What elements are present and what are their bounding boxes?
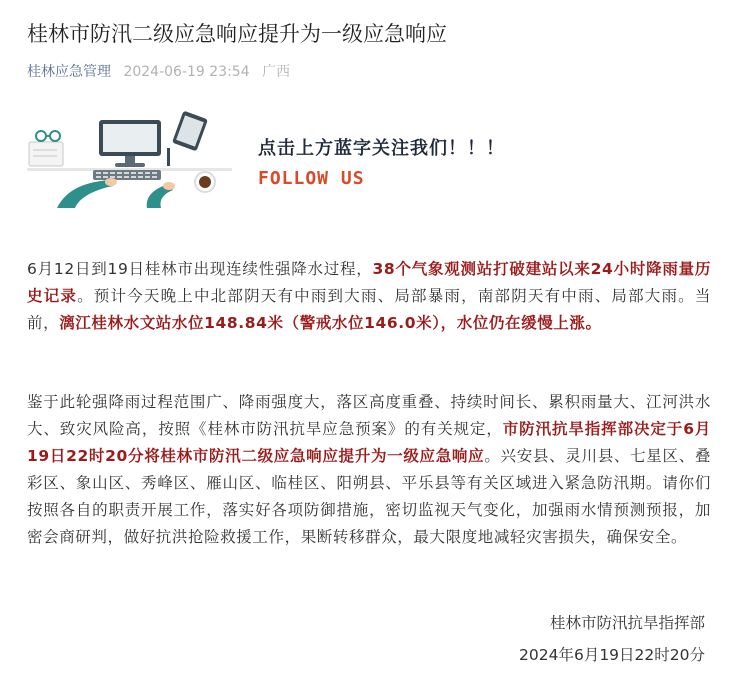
highlight-response-upgrade: 市防汛抗旱指挥部决定于6月19日22时20分将桂林市防汛二级应急响应提升为一级应急响应: [27, 420, 711, 465]
follow-prompt: 点击上方蓝字关注我们！！！: [258, 138, 505, 159]
publish-region: 广西: [262, 64, 291, 80]
paragraph-text: 。预计今天晚上中北部阴天有中雨到大雨、局部暴雨，南部阴天有中雨、局部大雨。当前，: [27, 287, 711, 332]
article-meta: [27, 62, 290, 82]
paragraph-text: 6月12日到19日桂林市出现连续性强降水过程，: [27, 260, 373, 278]
paragraph-text: 。兴安县、灵川县、七星区、叠彩区、象山区、秀峰区、雁山区、临桂区、阳朔县、平乐县等有关区域进入紧急防汛期。请你们按照各自的职责开展工作，落实好各项防御措施，密切监视天气变化，加强雨水情预测预报，加密会商研判，做好抗洪抢险救援工作，果断转移群众，最大限度地减轻灾害损失，确保安全。: [27, 447, 711, 546]
article-title: 桂林市防汛二级应急响应提升为一级应急响应: [27, 22, 447, 46]
account-name-link[interactable]: 桂林应急管理: [27, 64, 111, 80]
desk-illustration-icon: [27, 108, 232, 208]
paragraph-emergency-response: [27, 389, 711, 551]
paragraph-rain-situation: [27, 256, 711, 337]
highlight-water-level: 漓江桂林水文站水位148.84米（警戒水位146.0米），水位仍在缓慢上涨。: [59, 314, 602, 332]
signature-date: 2024年6月19日22时20分: [519, 646, 705, 664]
follow-banner: [27, 108, 547, 208]
publish-time: 2024-06-19 23:54: [123, 64, 250, 80]
paragraph-text: 鉴于此轮强降雨过程范围广、降雨强度大，落区高度重叠、持续时间长、累积雨量大、江河洪水大、致灾风险高，按照《桂林市防汛抗旱应急预案》的有关规定，: [27, 393, 711, 438]
follow-us-label: FOLLOW US: [258, 168, 365, 189]
signature-org: 桂林市防汛抗旱指挥部: [549, 614, 705, 632]
highlight-record-rainfall: 38个气象观测站打破建站以来24小时降雨量历史记录: [27, 260, 711, 305]
